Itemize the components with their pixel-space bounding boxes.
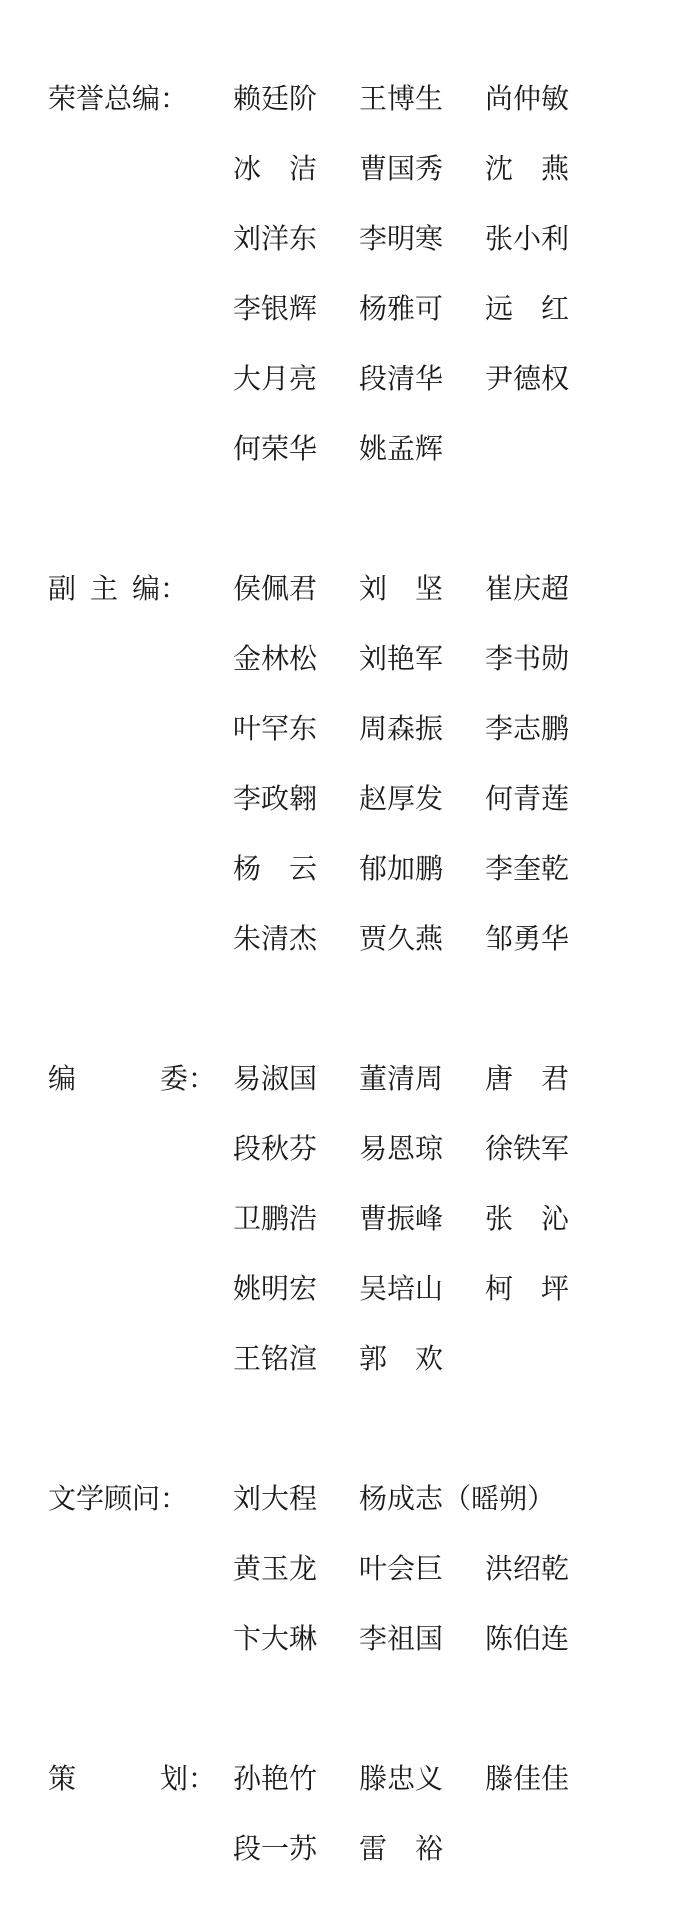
person-name: 段一苏 bbox=[233, 1832, 318, 1865]
person-name: 金林松 bbox=[233, 642, 318, 675]
person-name: 邹勇华 bbox=[485, 922, 570, 955]
person-name: 刘大程 bbox=[233, 1482, 318, 1515]
person-name: 易淑国 bbox=[233, 1062, 318, 1095]
name-row bbox=[233, 762, 680, 832]
person-name: 滕佳佳 bbox=[485, 1762, 570, 1795]
person-name: 郭 欢 bbox=[359, 1342, 444, 1375]
person-name: 孙艳竹 bbox=[233, 1762, 318, 1795]
person-name: 王铭渲 bbox=[233, 1342, 318, 1375]
person-name: 崔庆超 bbox=[485, 572, 570, 605]
section-honorary-chief-editors bbox=[48, 62, 680, 482]
person-name: 沈 燕 bbox=[485, 152, 570, 185]
person-name: 侯佩君 bbox=[233, 572, 318, 605]
name-row bbox=[233, 622, 680, 692]
person-name: 黄玉龙 bbox=[233, 1552, 318, 1585]
person-name: 卫鹏浩 bbox=[233, 1202, 318, 1235]
section-literary-advisors bbox=[48, 1462, 680, 1672]
person-name: 滕忠义 bbox=[359, 1762, 444, 1795]
person-name: 刘 坚 bbox=[359, 572, 444, 605]
person-name: 姚明宏 bbox=[233, 1272, 318, 1305]
name-row bbox=[233, 832, 680, 902]
person-name: 赖廷阶 bbox=[233, 82, 318, 115]
person-name: 刘洋东 bbox=[233, 222, 318, 255]
person-name: 郁加鹏 bbox=[359, 852, 444, 885]
name-row bbox=[233, 1602, 680, 1672]
section-editorial-committee bbox=[48, 1042, 680, 1392]
name-row bbox=[233, 62, 680, 132]
person-name: 段秋芬 bbox=[233, 1132, 318, 1165]
role-label: 荣誉总编： bbox=[48, 82, 189, 115]
person-name: 大月亮 bbox=[233, 362, 318, 395]
person-name: 李志鹏 bbox=[485, 712, 570, 745]
person-name: 杨成志（暚朔） bbox=[359, 1482, 556, 1515]
name-row bbox=[233, 1182, 680, 1252]
name-row bbox=[233, 412, 680, 482]
role-label: 编 委： bbox=[48, 1062, 217, 1095]
name-row bbox=[233, 1042, 680, 1112]
name-row bbox=[233, 1252, 680, 1322]
name-row bbox=[233, 1462, 680, 1532]
name-row bbox=[233, 1532, 680, 1602]
person-name: 李明寒 bbox=[359, 222, 444, 255]
name-row bbox=[233, 1812, 680, 1882]
person-name: 远 红 bbox=[485, 292, 570, 325]
person-name: 吴培山 bbox=[359, 1272, 444, 1305]
person-name: 雷 裕 bbox=[359, 1832, 444, 1865]
person-name: 易恩琼 bbox=[359, 1132, 444, 1165]
person-name: 董清周 bbox=[359, 1062, 444, 1095]
person-name: 贾久燕 bbox=[359, 922, 444, 955]
person-name: 赵厚发 bbox=[359, 782, 444, 815]
name-row bbox=[233, 1112, 680, 1182]
person-name: 徐铁军 bbox=[485, 1132, 570, 1165]
role-label: 策 划： bbox=[48, 1762, 217, 1795]
person-name: 杨 云 bbox=[233, 852, 318, 885]
person-name: 张小利 bbox=[485, 222, 570, 255]
person-name: 陈伯连 bbox=[485, 1622, 570, 1655]
person-name: 李银辉 bbox=[233, 292, 318, 325]
name-row bbox=[233, 552, 680, 622]
role-label: 副 主 编： bbox=[48, 572, 189, 605]
person-name: 冰 洁 bbox=[233, 152, 318, 185]
name-row bbox=[233, 1322, 680, 1392]
person-name: 尚仲敏 bbox=[485, 82, 570, 115]
name-row bbox=[233, 272, 680, 342]
name-row bbox=[233, 692, 680, 762]
person-name: 李祖国 bbox=[359, 1622, 444, 1655]
person-name: 叶会巨 bbox=[359, 1552, 444, 1585]
name-row bbox=[233, 902, 680, 972]
section-planners bbox=[48, 1742, 680, 1882]
person-name: 杨雅可 bbox=[359, 292, 444, 325]
person-name: 李书勋 bbox=[485, 642, 570, 675]
person-name: 叶罕东 bbox=[233, 712, 318, 745]
name-row bbox=[233, 1742, 680, 1812]
person-name: 柯 坪 bbox=[485, 1272, 570, 1305]
section-deputy-chief-editors bbox=[48, 552, 680, 972]
person-name: 姚孟辉 bbox=[359, 432, 444, 465]
person-name: 唐 君 bbox=[485, 1062, 570, 1095]
person-name: 刘艳军 bbox=[359, 642, 444, 675]
role-label: 文学顾问： bbox=[48, 1482, 189, 1515]
person-name: 尹德权 bbox=[485, 362, 570, 395]
person-name: 何青莲 bbox=[485, 782, 570, 815]
person-name: 周森振 bbox=[359, 712, 444, 745]
person-name: 朱清杰 bbox=[233, 922, 318, 955]
person-name: 何荣华 bbox=[233, 432, 318, 465]
person-name: 段清华 bbox=[359, 362, 444, 395]
person-name: 张 沁 bbox=[485, 1202, 570, 1235]
name-row bbox=[233, 132, 680, 202]
person-name: 李奎乾 bbox=[485, 852, 570, 885]
person-name: 李政翱 bbox=[233, 782, 318, 815]
person-name: 洪绍乾 bbox=[485, 1552, 570, 1585]
name-row bbox=[233, 202, 680, 272]
person-name: 卞大琳 bbox=[233, 1622, 318, 1655]
name-row bbox=[233, 342, 680, 412]
person-name: 王博生 bbox=[359, 82, 444, 115]
person-name: 曹振峰 bbox=[359, 1202, 444, 1235]
person-name: 曹国秀 bbox=[359, 152, 444, 185]
